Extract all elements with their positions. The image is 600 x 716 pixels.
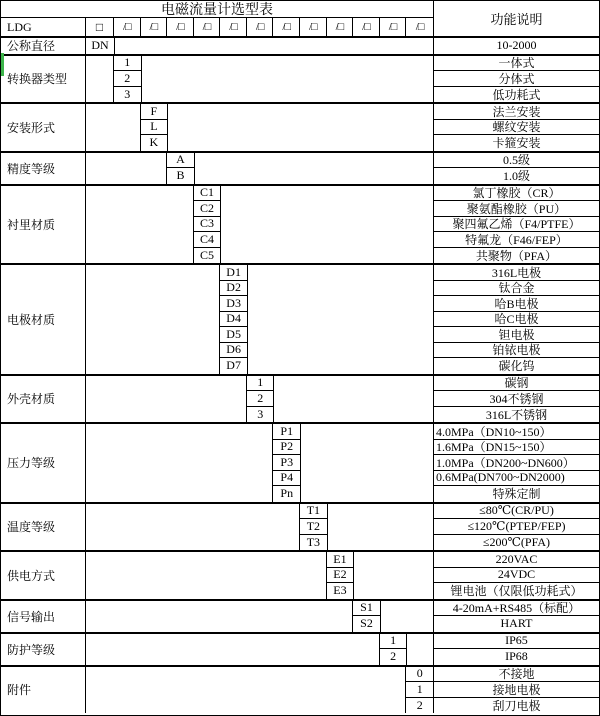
function-desc-cell: 分体式 bbox=[433, 71, 599, 87]
right-filler-cell bbox=[114, 38, 433, 54]
code-cell: D7 bbox=[226, 358, 241, 373]
model-base-box: □ bbox=[86, 18, 114, 36]
code-cell: 0 bbox=[406, 667, 433, 683]
function-desc-cell: 不接地 bbox=[433, 667, 599, 683]
code-cell: C1 bbox=[194, 186, 221, 202]
left-filler-cell bbox=[86, 552, 327, 599]
function-desc-cell: 钛合金 bbox=[433, 281, 599, 297]
left-filler-cell bbox=[86, 265, 220, 374]
function-desc-cell: 钽电极 bbox=[433, 327, 599, 343]
category-group bbox=[1, 38, 599, 54]
left-filler-cell bbox=[86, 56, 114, 103]
right-filler-cell bbox=[273, 376, 433, 423]
code-cell: C3 bbox=[194, 217, 221, 233]
green-edge-mark bbox=[1, 53, 4, 76]
code-cell: 3 bbox=[124, 86, 131, 101]
function-desc-cell: 10-2000 bbox=[433, 38, 599, 54]
category-group bbox=[1, 665, 599, 714]
category-group bbox=[1, 54, 599, 103]
code-cell: DN bbox=[91, 38, 109, 53]
code-cell: P4 bbox=[273, 471, 300, 487]
category-group bbox=[1, 599, 599, 632]
code-cell: 1 bbox=[114, 56, 141, 72]
code-cell: A bbox=[167, 153, 194, 169]
code-cell: K bbox=[149, 135, 159, 150]
category-group bbox=[1, 422, 599, 502]
function-desc-cell: 哈C电极 bbox=[433, 312, 599, 328]
model-code-row bbox=[1, 18, 433, 36]
category-group bbox=[1, 263, 599, 374]
code-cell: S1 bbox=[353, 601, 380, 617]
code-cell: P2 bbox=[273, 440, 300, 456]
category-groups bbox=[1, 38, 599, 713]
model-slot-box: /□ bbox=[167, 18, 194, 36]
category-label: 精度等级 bbox=[1, 153, 86, 184]
left-filler-cell bbox=[86, 186, 194, 264]
right-filler-cell bbox=[406, 634, 433, 665]
right-filler-cell bbox=[327, 504, 433, 551]
function-desc-cell: 316L电极 bbox=[433, 265, 599, 281]
function-desc-cell: ≤200℃(PFA) bbox=[433, 535, 599, 551]
code-cell: 1 bbox=[406, 682, 433, 698]
function-desc-cell: 碳钢 bbox=[433, 376, 599, 392]
code-cell: 2 bbox=[114, 71, 141, 87]
model-slot-box: /□ bbox=[114, 18, 141, 36]
function-desc-cell: 1.0级 bbox=[433, 168, 599, 184]
model-slot-box: /□ bbox=[415, 21, 424, 33]
table-header bbox=[1, 1, 599, 38]
function-desc-cell: 低功耗式 bbox=[433, 87, 599, 103]
right-filler-cell bbox=[300, 424, 433, 502]
right-filler-cell bbox=[353, 552, 433, 599]
code-cell: T2 bbox=[300, 519, 327, 535]
code-cell: D4 bbox=[220, 312, 247, 328]
category-label: 附件 bbox=[1, 667, 86, 714]
function-desc-cell: 氯丁橡胶（CR） bbox=[433, 186, 599, 202]
left-filler-cell bbox=[86, 376, 247, 423]
function-desc-cell: 0.6MPa(DN700~DN2000) bbox=[433, 471, 599, 487]
function-desc-cell: 4-20mA+RS485（标配） bbox=[433, 601, 599, 617]
code-cell: C5 bbox=[200, 247, 215, 262]
category-group bbox=[1, 550, 599, 599]
function-desc-cell: 锂电池（仅限低功耗式） bbox=[433, 583, 599, 599]
left-filler-cell bbox=[86, 634, 380, 665]
category-label: 转换器类型 bbox=[1, 56, 86, 103]
code-cell: 1 bbox=[380, 634, 407, 650]
right-filler-cell bbox=[194, 153, 433, 184]
model-slot-box: /□ bbox=[141, 18, 168, 36]
code-cell: C2 bbox=[194, 201, 221, 217]
code-cell: D2 bbox=[220, 281, 247, 297]
function-desc-cell: 卡箍安装 bbox=[433, 135, 599, 151]
category-label: 外壳材质 bbox=[1, 376, 86, 423]
function-desc-cell: IP68 bbox=[433, 649, 599, 665]
code-cell: F bbox=[141, 104, 168, 120]
function-desc-cell: 聚氨酯橡胶（PU） bbox=[433, 201, 599, 217]
category-label: 衬里材质 bbox=[1, 186, 86, 264]
code-cell: D3 bbox=[220, 296, 247, 312]
model-slot-box: /□ bbox=[194, 18, 221, 36]
function-desc-cell: ≤120℃(PTEP/FEP) bbox=[433, 519, 599, 535]
code-cell: P3 bbox=[273, 455, 300, 471]
function-desc-cell: 碳化钨 bbox=[433, 358, 599, 374]
code-cell: D1 bbox=[220, 265, 247, 281]
model-slot-box: /□ bbox=[300, 18, 327, 36]
right-filler-cell bbox=[380, 601, 433, 632]
code-cell: E2 bbox=[327, 568, 354, 584]
function-desc-cell: 铂铱电极 bbox=[433, 343, 599, 359]
right-filler-cell bbox=[220, 186, 433, 264]
function-desc-cell: 1.0MPa（DN200~DN600） bbox=[433, 455, 599, 471]
model-slot-box: /□ bbox=[353, 18, 380, 36]
category-label: 防护等级 bbox=[1, 634, 86, 665]
left-filler-cell bbox=[86, 424, 273, 502]
function-desc-cell: 220VAC bbox=[433, 552, 599, 568]
header-left-area bbox=[1, 1, 433, 36]
function-desc-cell: 304不锈钢 bbox=[433, 391, 599, 407]
category-label: 公称直径 bbox=[1, 38, 86, 54]
code-cell: 2 bbox=[416, 697, 423, 712]
right-filler-cell bbox=[167, 104, 433, 151]
function-column-header: 功能说明 bbox=[433, 1, 599, 36]
category-group bbox=[1, 184, 599, 264]
function-desc-cell: 316L不锈钢 bbox=[433, 407, 599, 423]
model-slot-box: /□ bbox=[247, 18, 274, 36]
category-group bbox=[1, 374, 599, 423]
code-cell: B bbox=[176, 168, 185, 183]
code-cell: E1 bbox=[327, 552, 354, 568]
category-group bbox=[1, 102, 599, 151]
function-desc-cell: 接地电极 bbox=[433, 682, 599, 698]
code-cell: 2 bbox=[247, 391, 274, 407]
category-group bbox=[1, 151, 599, 184]
category-label: 供电方式 bbox=[1, 552, 86, 599]
left-filler-cell bbox=[86, 153, 167, 184]
code-cell: E3 bbox=[333, 583, 347, 598]
function-desc-cell: 1.6MPa（DN15~150） bbox=[433, 440, 599, 456]
left-filler-cell bbox=[86, 601, 353, 632]
table-title: 电磁流量计选型表 bbox=[1, 1, 433, 18]
model-slot-box: /□ bbox=[327, 18, 354, 36]
left-filler-cell bbox=[86, 104, 141, 151]
function-desc-cell: IP65 bbox=[433, 634, 599, 650]
code-cell: P1 bbox=[273, 424, 300, 440]
code-cell: 2 bbox=[390, 649, 397, 664]
category-label: 电极材质 bbox=[1, 265, 86, 374]
function-desc-cell: 特殊定制 bbox=[433, 486, 599, 502]
function-desc-cell: 螺纹安装 bbox=[433, 120, 599, 136]
category-group bbox=[1, 502, 599, 551]
category-label: 压力等级 bbox=[1, 424, 86, 502]
code-cell: D5 bbox=[220, 327, 247, 343]
function-desc-cell: 共聚物（PFA） bbox=[433, 248, 599, 264]
category-label: 安装形式 bbox=[1, 104, 86, 151]
function-desc-cell: HART bbox=[433, 616, 599, 632]
model-slot-box: /□ bbox=[380, 18, 407, 36]
function-desc-cell: 哈B电极 bbox=[433, 296, 599, 312]
model-slot-box: /□ bbox=[220, 18, 247, 36]
function-desc-cell: 4.0MPa（DN10~150） bbox=[433, 424, 599, 440]
function-desc-cell: 聚四氟乙烯（F4/PTFE） bbox=[433, 217, 599, 233]
function-desc-cell: 特氟龙（F46/FEP） bbox=[433, 232, 599, 248]
code-cell: S2 bbox=[360, 616, 373, 631]
category-group bbox=[1, 632, 599, 665]
function-desc-cell: 24VDC bbox=[433, 568, 599, 584]
code-cell: 3 bbox=[257, 406, 264, 421]
code-cell: D6 bbox=[220, 343, 247, 359]
model-slot-box: /□ bbox=[273, 18, 300, 36]
code-cell: T3 bbox=[306, 534, 321, 549]
function-desc-cell: 0.5级 bbox=[433, 153, 599, 169]
model-prefix-label: LDG bbox=[1, 18, 86, 36]
category-label: 温度等级 bbox=[1, 504, 86, 551]
code-cell: 1 bbox=[247, 376, 274, 392]
right-filler-cell bbox=[247, 265, 433, 374]
code-cell: T1 bbox=[300, 504, 327, 520]
function-desc-cell: ≤80℃(CR/PU) bbox=[433, 504, 599, 520]
left-filler-cell bbox=[86, 667, 406, 714]
function-desc-cell: 刮刀电极 bbox=[433, 698, 599, 714]
right-filler-cell bbox=[141, 56, 433, 103]
function-desc-cell: 一体式 bbox=[433, 56, 599, 72]
function-desc-cell: 法兰安装 bbox=[433, 104, 599, 120]
left-filler-cell bbox=[86, 504, 300, 551]
category-label: 信号输出 bbox=[1, 601, 86, 632]
code-cell: C4 bbox=[194, 232, 221, 248]
code-cell: Pn bbox=[280, 486, 294, 501]
code-cell: L bbox=[141, 120, 168, 136]
